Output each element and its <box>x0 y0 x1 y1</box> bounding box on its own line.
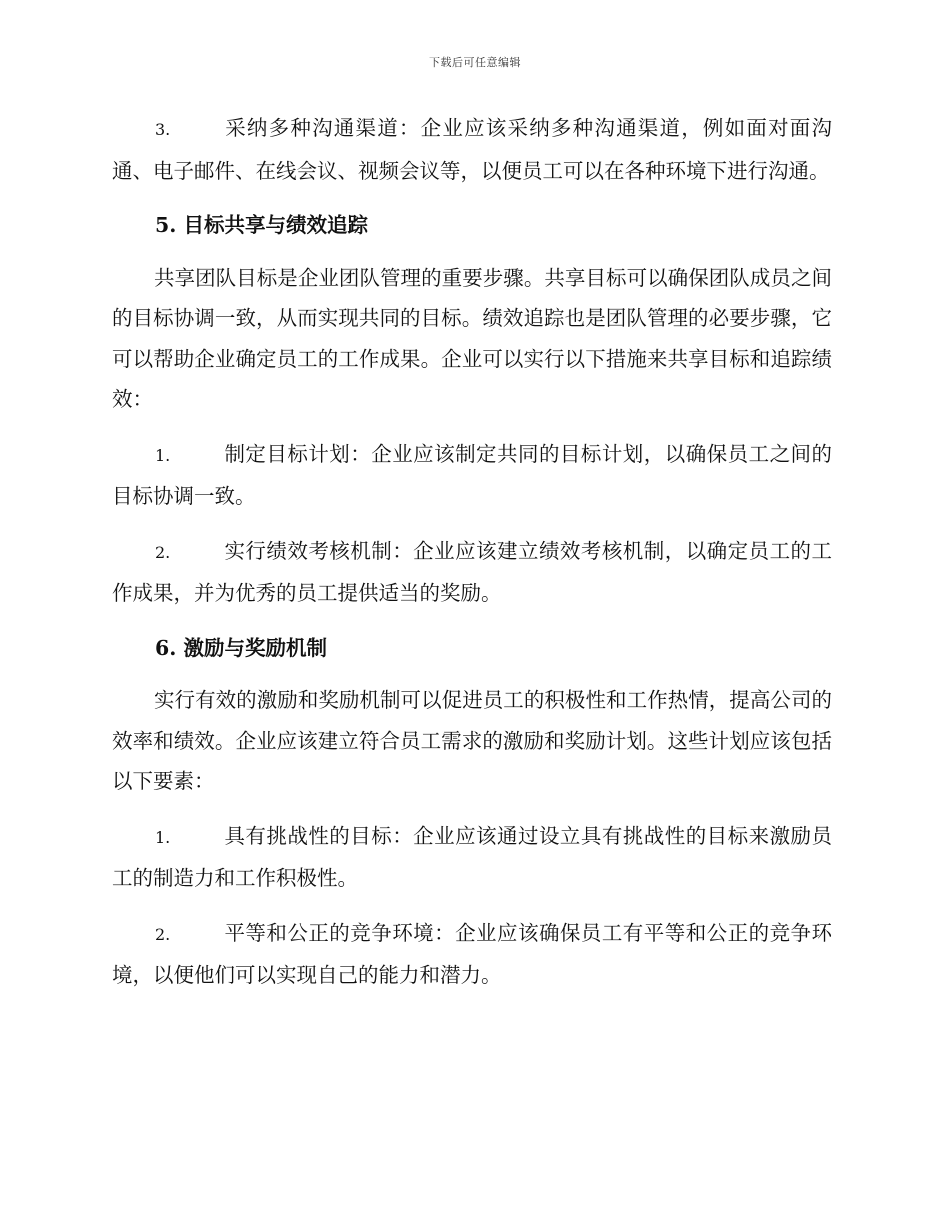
list-item-text: 平等和公正的竞争环境：企业应该确保员工有平等和公正的竞争环境，以便他们可以实现自己的能力和潜力。 <box>112 920 832 987</box>
list-item-text: 制定目标计划：企业应该制定共同的目标计划，以确保员工之间的目标协调一致。 <box>112 441 832 508</box>
section-5-intro: 共享团队目标是企业团队管理的重要步骤。共享目标可以确保团队成员之间的目标协调一致，从而实现共同的目标。绩效追踪也是团队管理的必要步骤，它可以帮助企业确定员工的工作成果。企业可以实行以下措施来共享目标和追踪绩效： <box>112 265 832 411</box>
section-6-heading: 6. 激励与奖励机制 <box>155 635 328 660</box>
document-body <box>112 108 832 996</box>
list-item-text: 采纳多种沟通渠道：企业应该采纳多种沟通渠道，例如面对面沟通、电子邮件、在线会议、视频会议等，以便员工可以在各种环境下进行沟通。 <box>112 116 832 183</box>
list-item-number: 1. <box>155 445 171 465</box>
list-item <box>112 913 832 996</box>
list-item <box>112 816 832 899</box>
list-item <box>112 531 832 614</box>
list-item <box>112 434 832 517</box>
page-header: 下载后可任意编辑 <box>429 56 521 69</box>
list-item-number: 3. <box>155 120 171 139</box>
list-item-number: 2. <box>155 924 171 944</box>
list-item-text: 实行绩效考核机制：企业应该建立绩效考核机制，以确定员工的工作成果，并为优秀的员工提供适当的奖励。 <box>112 538 832 605</box>
list-item-text: 具有挑战性的目标：企业应该通过设立具有挑战性的目标来激励员工的制造力和工作积极性。 <box>112 823 832 890</box>
section-6-intro: 实行有效的激励和奖励机制可以促进员工的积极性和工作热情，提高公司的效率和绩效。企业应该建立符合员工需求的激励和奖励计划。这些计划应该包括以下要素： <box>112 688 832 793</box>
list-item-number: 1. <box>155 827 171 847</box>
list-item <box>112 108 832 191</box>
list-item-number: 2. <box>155 542 171 562</box>
section-5-heading: 5. 目标共享与绩效追踪 <box>155 213 369 237</box>
